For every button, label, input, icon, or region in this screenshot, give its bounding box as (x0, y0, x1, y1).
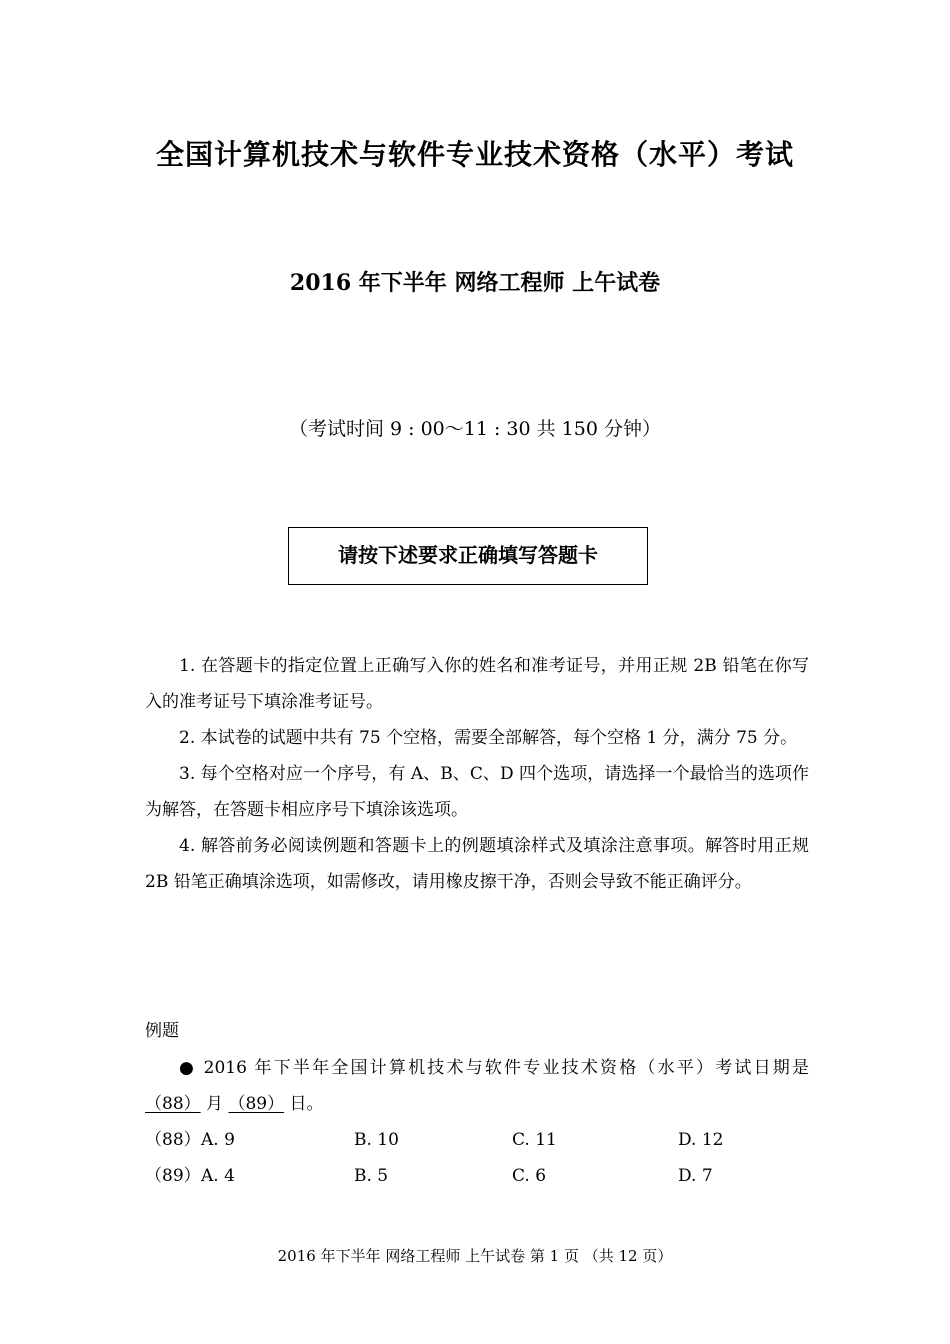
option-c: C. 6 (512, 1166, 547, 1186)
example-label: 例题 (145, 1021, 179, 1041)
option-c: C. 11 (512, 1130, 557, 1150)
instructions-list (145, 648, 809, 900)
option-d: D. 12 (678, 1130, 724, 1150)
example-blank-89: （89） (228, 1094, 285, 1114)
option-a: A. 4 (201, 1166, 235, 1186)
example-question-suffix: 日。 (284, 1094, 324, 1114)
example-question (145, 1050, 809, 1122)
instruction-item-2: 2. 本试卷的试题中共有 75 个空格，需要全部解答，每个空格 1 分，满分 75 分。 (179, 728, 798, 748)
example-question-prefix: ● 2016 年下半年全国计算机技术与软件专业技术资格（水平）考试日期是 (179, 1058, 809, 1078)
option-b: B. 5 (354, 1166, 389, 1186)
exam-title: 全国计算机技术与软件专业技术资格（水平）考试 (155, 138, 794, 171)
example-options-row-89 (145, 1158, 809, 1194)
instruction-item-1: 1. 在答题卡的指定位置上正确写入你的姓名和准考证号，并用正规 2B 铅笔在你写入的准考证号下填涂准考证号。 (145, 656, 809, 712)
page-footer: 2016 年下半年 网络工程师 上午试卷 第 1 页 （共 12 页） (277, 1247, 673, 1265)
answer-card-notice-box: 请按下述要求正确填写答题卡 (288, 527, 648, 585)
instruction-item-4: 4. 解答前务必阅读例题和答题卡上的例题填涂样式及填涂注意事项。解答时用正规 2B 铅笔正确填涂选项，如需修改，请用橡皮擦干净，否则会导致不能正确评分。 (145, 836, 809, 892)
example-question-middle: 月 (200, 1094, 229, 1114)
option-b: B. 10 (354, 1130, 399, 1150)
option-number: （88） (145, 1130, 201, 1150)
example-blank-88: （88） (145, 1094, 201, 1114)
exam-time: （考试时间 9 : 00～11 : 30 共 150 分钟） (288, 418, 661, 440)
option-a: A. 9 (201, 1130, 235, 1150)
option-d: D. 7 (678, 1166, 713, 1186)
instruction-item-3: 3. 每个空格对应一个序号，有 A、B、C、D 四个选项，请选择一个最恰当的选项作为解答，在答题卡相应序号下填涂该选项。 (145, 764, 809, 820)
example-options-row-88 (145, 1122, 809, 1158)
paper-subtitle: 2016 年下半年 网络工程师 上午试卷 (289, 270, 661, 296)
option-number: （89） (145, 1166, 201, 1186)
